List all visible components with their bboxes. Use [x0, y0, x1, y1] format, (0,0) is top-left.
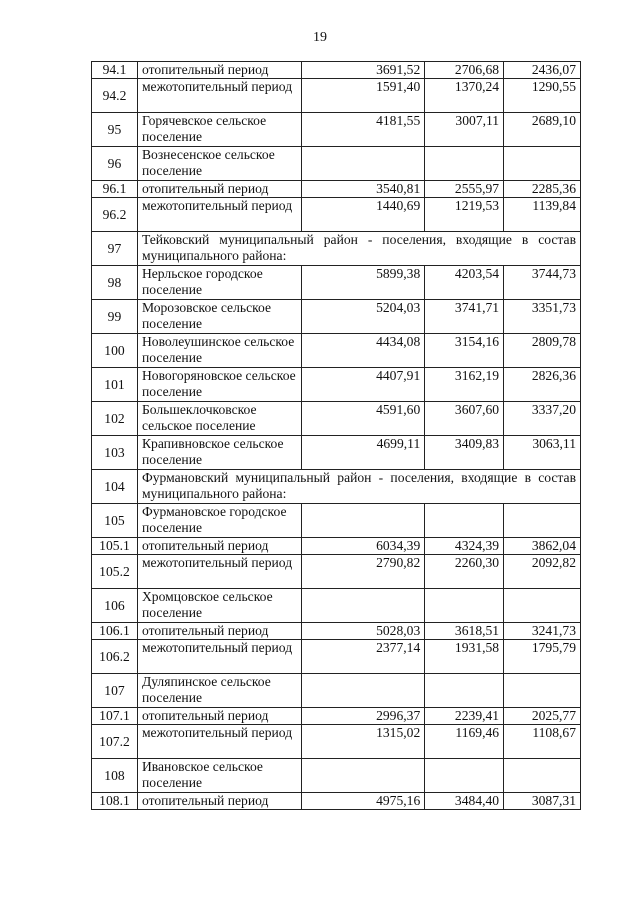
- value-cell-v2: [425, 759, 504, 793]
- value-cell-v3: 2092,82: [504, 555, 581, 589]
- value-cell-v2: 3618,51: [425, 623, 504, 640]
- value-cell-v2: 2555,97: [425, 181, 504, 198]
- value-cell-v1: 5899,38: [301, 266, 425, 300]
- value-cell-v1: 5028,03: [301, 623, 425, 640]
- row-name: отопительный период: [137, 181, 301, 198]
- row-name: Большеклочковское сельское поселение: [137, 402, 301, 436]
- row-number: 97: [92, 232, 138, 266]
- value-cell-v2: 2706,68: [425, 62, 504, 79]
- row-number: 100: [92, 334, 138, 368]
- table-row: [92, 725, 581, 759]
- value-cell-v2: 4203,54: [425, 266, 504, 300]
- row-name: Новолеушинское сельское поселение: [137, 334, 301, 368]
- row-number: 108.1: [92, 793, 138, 810]
- value-cell-v2: 3409,83: [425, 436, 504, 470]
- table-row: [92, 589, 581, 623]
- row-number: 107: [92, 674, 138, 708]
- row-number: 95: [92, 113, 138, 147]
- table-row: [92, 232, 581, 266]
- row-name: межотопительный период: [137, 555, 301, 589]
- value-cell-v1: [301, 589, 425, 623]
- value-cell-v3: 1108,67: [504, 725, 581, 759]
- value-cell-v2: 3007,11: [425, 113, 504, 147]
- row-name: Морозовское сельское поселение: [137, 300, 301, 334]
- value-cell-v1: [301, 147, 425, 181]
- value-cell-v1: 3540,81: [301, 181, 425, 198]
- value-cell-v3: [504, 674, 581, 708]
- value-cell-v1: 3691,52: [301, 62, 425, 79]
- value-cell-v1: 2377,14: [301, 640, 425, 674]
- value-cell-v3: 2025,77: [504, 708, 581, 725]
- row-name: отопительный период: [137, 708, 301, 725]
- value-cell-v3: 1795,79: [504, 640, 581, 674]
- value-cell-v3: 1290,55: [504, 79, 581, 113]
- row-number: 101: [92, 368, 138, 402]
- value-cell-v1: 4699,11: [301, 436, 425, 470]
- value-cell-v1: 1440,69: [301, 198, 425, 232]
- value-cell-v2: 2239,41: [425, 708, 504, 725]
- table-row: [92, 79, 581, 113]
- value-cell-v2: 3741,71: [425, 300, 504, 334]
- value-cell-v1: [301, 759, 425, 793]
- row-name: межотопительный период: [137, 640, 301, 674]
- value-cell-v1: 4434,08: [301, 334, 425, 368]
- row-number: 102: [92, 402, 138, 436]
- table-row: [92, 368, 581, 402]
- table-row: [92, 198, 581, 232]
- row-name: Хромцовское сельское поселение: [137, 589, 301, 623]
- value-cell-v2: 1169,46: [425, 725, 504, 759]
- value-cell-v1: 4591,60: [301, 402, 425, 436]
- value-cell-v3: 3862,04: [504, 538, 581, 555]
- value-cell-v2: 1931,58: [425, 640, 504, 674]
- row-name: отопительный период: [137, 793, 301, 810]
- table-row: [92, 181, 581, 198]
- row-number: 107.2: [92, 725, 138, 759]
- value-cell-v3: 3087,31: [504, 793, 581, 810]
- value-cell-v1: 2996,37: [301, 708, 425, 725]
- value-cell-v2: 1219,53: [425, 198, 504, 232]
- value-cell-v3: 2285,36: [504, 181, 581, 198]
- row-number: 106.1: [92, 623, 138, 640]
- row-number: 106.2: [92, 640, 138, 674]
- value-cell-v3: [504, 589, 581, 623]
- row-name: Горячевское сельское поселение: [137, 113, 301, 147]
- value-cell-v3: 3063,11: [504, 436, 581, 470]
- value-cell-v2: [425, 504, 504, 538]
- row-name: Крапивновское сельское поселение: [137, 436, 301, 470]
- value-cell-v1: [301, 674, 425, 708]
- value-cell-v3: [504, 147, 581, 181]
- row-name: отопительный период: [137, 62, 301, 79]
- value-cell-v1: 2790,82: [301, 555, 425, 589]
- row-number: 94.2: [92, 79, 138, 113]
- table-row: [92, 300, 581, 334]
- value-cell-v3: 2826,36: [504, 368, 581, 402]
- tariff-table: [91, 61, 581, 810]
- row-name: Ивановское сельское поселение: [137, 759, 301, 793]
- table-row: [92, 402, 581, 436]
- row-number: 103: [92, 436, 138, 470]
- table-row: [92, 555, 581, 589]
- table-row: [92, 759, 581, 793]
- value-cell-v2: [425, 147, 504, 181]
- table-row: [92, 708, 581, 725]
- row-number: 99: [92, 300, 138, 334]
- page-number: 19: [313, 30, 327, 45]
- value-cell-v1: 4181,55: [301, 113, 425, 147]
- value-cell-v1: 4975,16: [301, 793, 425, 810]
- district-heading: Фурмановский муниципальный район - поселения, входящие в состав муниципального района:: [137, 470, 580, 504]
- table-row: [92, 266, 581, 300]
- row-number: 105: [92, 504, 138, 538]
- table-row: [92, 334, 581, 368]
- value-cell-v3: 1139,84: [504, 198, 581, 232]
- value-cell-v2: 3607,60: [425, 402, 504, 436]
- row-number: 108: [92, 759, 138, 793]
- row-name: межотопительный период: [137, 79, 301, 113]
- value-cell-v3: [504, 504, 581, 538]
- row-name: Вознесенское сельское поселение: [137, 147, 301, 181]
- row-number: 96.2: [92, 198, 138, 232]
- value-cell-v1: 1315,02: [301, 725, 425, 759]
- table-row: [92, 504, 581, 538]
- value-cell-v2: 4324,39: [425, 538, 504, 555]
- row-number: 96.1: [92, 181, 138, 198]
- row-name: межотопительный период: [137, 198, 301, 232]
- value-cell-v3: [504, 759, 581, 793]
- row-name: Фурмановское городское поселение: [137, 504, 301, 538]
- value-cell-v3: 3351,73: [504, 300, 581, 334]
- row-number: 106: [92, 589, 138, 623]
- row-name: Новогоряновское сельское поселение: [137, 368, 301, 402]
- value-cell-v3: 3337,20: [504, 402, 581, 436]
- value-cell-v2: 1370,24: [425, 79, 504, 113]
- row-number: 98: [92, 266, 138, 300]
- table-row: [92, 793, 581, 810]
- row-number: 94.1: [92, 62, 138, 79]
- value-cell-v3: 2689,10: [504, 113, 581, 147]
- row-number: 105.1: [92, 538, 138, 555]
- row-number: 105.2: [92, 555, 138, 589]
- row-name: Дуляпинское сельское поселение: [137, 674, 301, 708]
- table-row: [92, 62, 581, 79]
- row-number: 107.1: [92, 708, 138, 725]
- value-cell-v3: 2809,78: [504, 334, 581, 368]
- table-row: [92, 147, 581, 181]
- value-cell-v1: 1591,40: [301, 79, 425, 113]
- row-name: отопительный период: [137, 538, 301, 555]
- table-row: [92, 538, 581, 555]
- value-cell-v2: 3484,40: [425, 793, 504, 810]
- value-cell-v1: 6034,39: [301, 538, 425, 555]
- row-number: 104: [92, 470, 138, 504]
- value-cell-v2: 3162,19: [425, 368, 504, 402]
- value-cell-v2: 2260,30: [425, 555, 504, 589]
- value-cell-v1: [301, 504, 425, 538]
- value-cell-v1: 4407,91: [301, 368, 425, 402]
- district-heading: Тейковский муниципальный район - поселения, входящие в состав муниципального района:: [137, 232, 580, 266]
- value-cell-v1: 5204,03: [301, 300, 425, 334]
- value-cell-v3: 2436,07: [504, 62, 581, 79]
- table-row: [92, 113, 581, 147]
- value-cell-v2: 3154,16: [425, 334, 504, 368]
- row-name: межотопительный период: [137, 725, 301, 759]
- value-cell-v2: [425, 589, 504, 623]
- value-cell-v3: 3744,73: [504, 266, 581, 300]
- table-row: [92, 623, 581, 640]
- table-row: [92, 470, 581, 504]
- value-cell-v2: [425, 674, 504, 708]
- row-name: Нерльское городское поселение: [137, 266, 301, 300]
- row-name: отопительный период: [137, 623, 301, 640]
- value-cell-v3: 3241,73: [504, 623, 581, 640]
- table-row: [92, 674, 581, 708]
- table-row: [92, 640, 581, 674]
- row-number: 96: [92, 147, 138, 181]
- table-row: [92, 436, 581, 470]
